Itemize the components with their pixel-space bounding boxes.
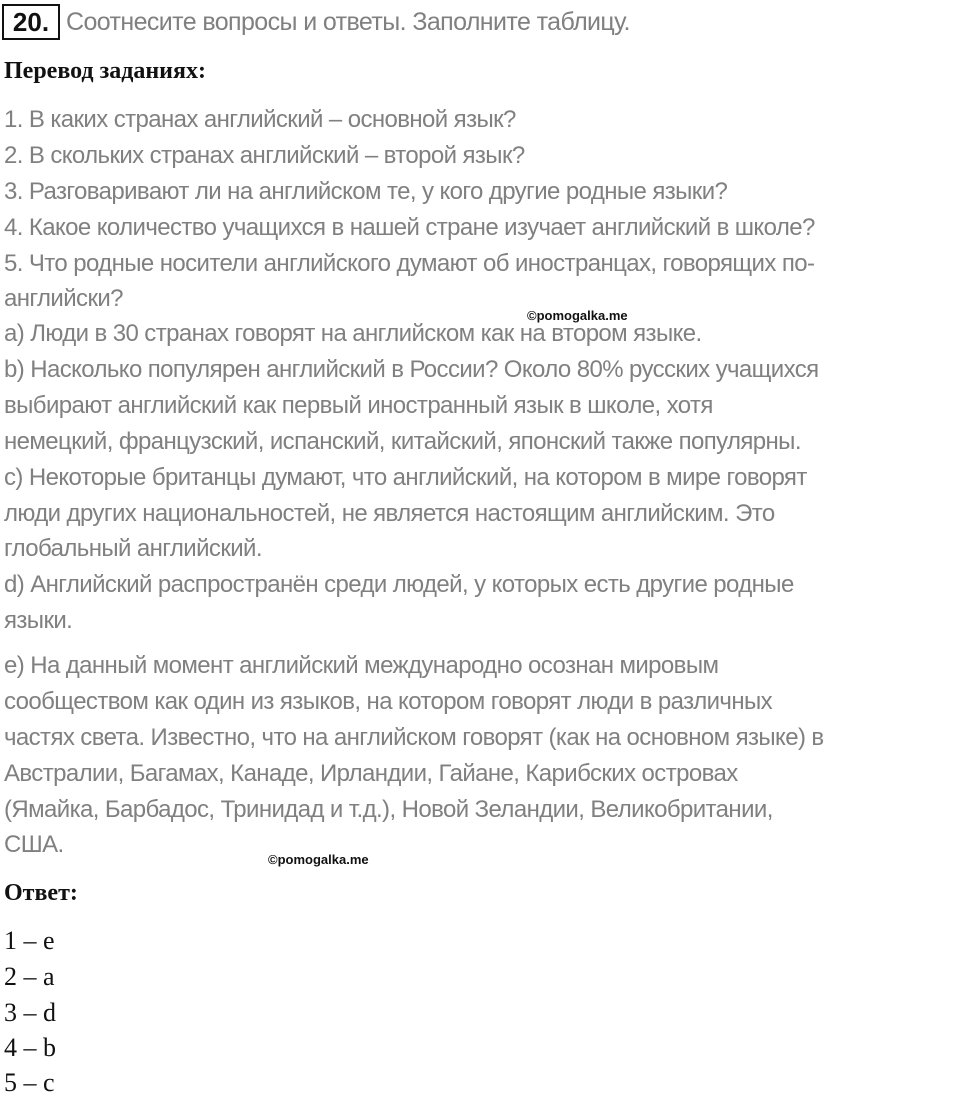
answer-c: c) Некоторые британцы думают, что английский, на котором в мире говорят: [4, 464, 807, 491]
answer-pair-2: 2 – a: [4, 962, 55, 991]
answer-e-line-6: США.: [4, 831, 64, 858]
question-4: 4. Какое количество учащихся в нашей стране изучает английский в школе?: [4, 214, 815, 241]
answer-a: a) Люди в 30 странах говорят на английском как на втором языке.: [4, 320, 702, 347]
question-5-continued: английски?: [4, 285, 123, 312]
task-number-box: 20.: [2, 4, 60, 40]
answer-e-line-5: (Ямайка, Барбадос, Тринидад и т.д.), Новой Зеландии, Великобритании,: [4, 796, 773, 823]
task-instruction: Соотнесите вопросы и ответы. Заполните таблицу.: [66, 8, 630, 36]
question-2: 2. В скольких странах английский – второй язык?: [4, 142, 525, 169]
answer-e-line-4: Австралии, Багамах, Канаде, Ирландии, Гайане, Карибских островах: [4, 760, 738, 787]
answer-c-line-3: глобальный английский.: [4, 535, 262, 562]
answer-b-line-3: немецкий, французский, испанский, китайский, японский также популярны.: [4, 428, 801, 455]
answer-b-line-2: выбирают английский как первый иностранный язык в школе, хотя: [4, 392, 713, 419]
answer-e-line-2: сообществом как один из языков, на котором говорят люди в различных: [4, 688, 773, 715]
answer-pair-1: 1 – e: [4, 926, 55, 955]
watermark: ©pomogalka.me: [527, 308, 628, 323]
question-5: 5. Что родные носители английского думают об иностранцах, говорящих по-: [4, 250, 815, 277]
answer-e: e) На данный момент английский международно осознан мировым: [4, 652, 719, 679]
answer-pair-5: 5 – c: [4, 1068, 55, 1097]
answer-d: d) Английский распространён среди людей, у которых есть другие родные: [4, 571, 794, 598]
answer-heading: Ответ:: [4, 880, 78, 906]
question-1: 1. В каких странах английский – основной язык?: [4, 106, 516, 133]
answer-b: b) Насколько популярен английский в России? Около 80% русских учащихся: [4, 356, 819, 383]
answer-pair-3: 3 – d: [4, 998, 56, 1027]
answer-pair-4: 4 – b: [4, 1033, 56, 1062]
answer-c-line-2: люди других национальностей, не является настоящим английским. Это: [4, 500, 775, 527]
question-3: 3. Разговаривают ли на английском те, у кого другие родные языки?: [4, 178, 728, 205]
answer-d-line-2: языки.: [4, 607, 73, 634]
watermark: ©pomogalka.me: [268, 852, 369, 867]
translation-heading: Перевод заданиях:: [4, 58, 206, 84]
answer-e-line-3: частях света. Известно, что на английском говорят (как на основном языке) в: [4, 724, 824, 751]
